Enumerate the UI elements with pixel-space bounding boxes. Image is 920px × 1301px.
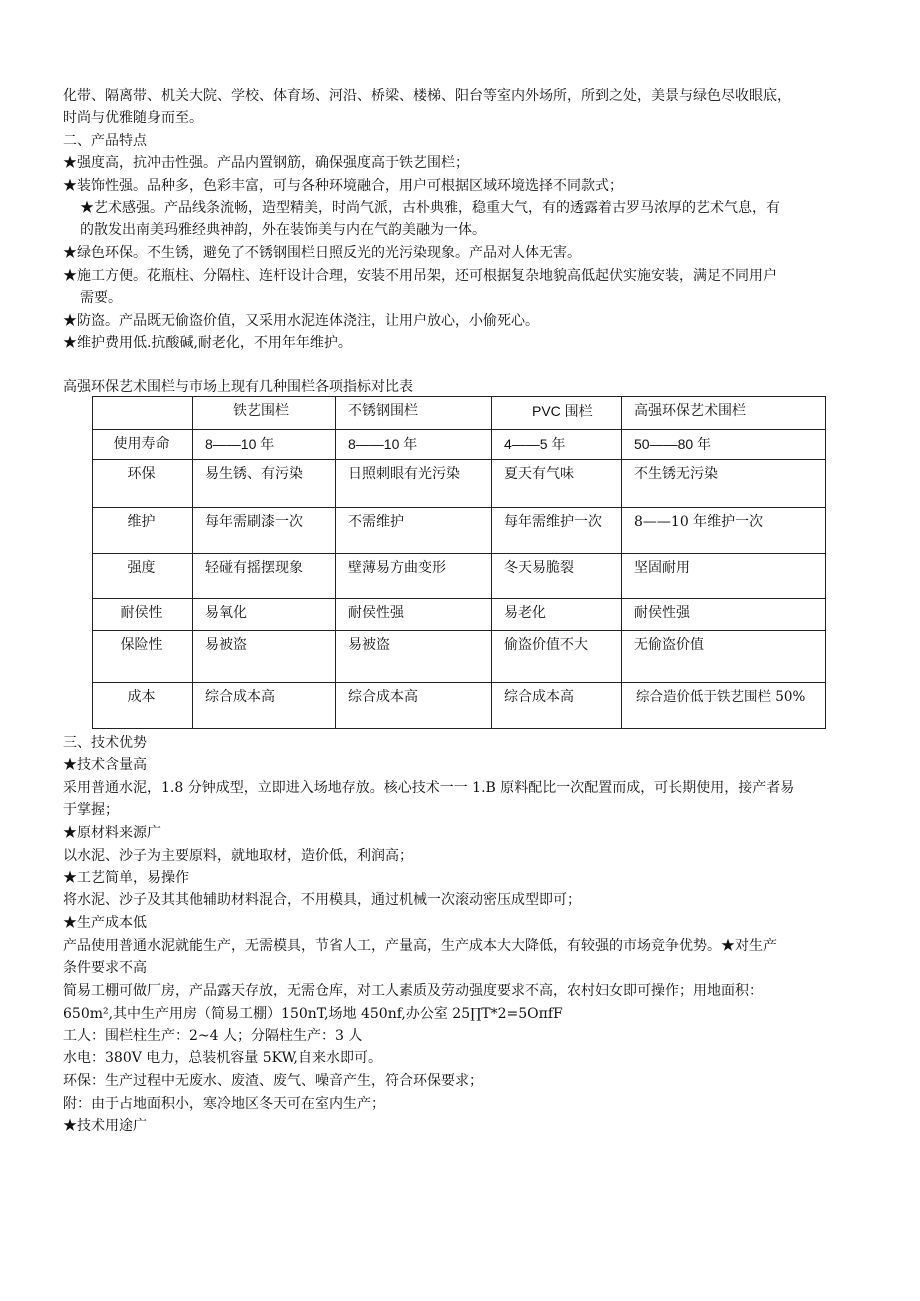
advantage-line: 附：由于占地面积小，寒冷地区冬天可在室内生产；: [63, 1096, 385, 1112]
table-cell: 综合成本高: [492, 683, 622, 729]
feature-item-continuation: 的散发出南美玛雅经典神韵，外在装饰美与内在气韵美融为一体。: [80, 222, 486, 238]
table-row: [93, 460, 826, 508]
feature-item: ★防盗。产品既无偷盗价值，又采用水泥连体浇注，让用户放心，小偷死心。: [63, 313, 539, 329]
table-cell: 综合成本高: [336, 683, 492, 729]
table-cell: 易氧化: [193, 599, 336, 631]
feature-item: ★强度高，抗冲击性强。产品内置钢筋，确保强度高于铁艺围栏；: [63, 155, 469, 171]
header-cell: 铁艺围栏: [193, 397, 336, 430]
intro-line-1: 化带、隔离带、机关大院、学校、体育场、河沿、桥梁、楼梯、阳台等室内外场所，所到之处，美景与绿色尽收眼底，: [63, 88, 791, 104]
table-row: [93, 430, 826, 460]
advantage-line: ★技术用途广: [63, 1118, 147, 1134]
intro-line-2: 时尚与优雅随身而至。: [63, 110, 203, 126]
feature-item: ★绿色环保。不生锈，避免了不锈钢围栏日照反光的光污染现象。产品对人体无害。: [63, 245, 581, 261]
features-heading: 二、产品特点: [63, 133, 147, 149]
header-cell: 不锈钢围栏: [336, 397, 492, 430]
table-row: [93, 508, 826, 554]
table-cell: 8——10 年维护一次: [622, 508, 826, 554]
table-cell: 4——5 年: [492, 430, 622, 460]
table-cell: 夏天有气味: [492, 460, 622, 508]
row-label: 维护: [93, 508, 193, 554]
row-label: 环保: [93, 460, 193, 508]
feature-item: ★装饰性强。品种多，色彩丰富，可与各种环境融合，用户可根据区域环境选择不同款式；: [63, 178, 623, 194]
advantage-line: ★生产成本低: [63, 915, 147, 931]
feature-item: ★施工方便。花瓶柱、分隔柱、连杆设计合理，安装不用吊架，还可根据复杂地貌高低起伏实施安装，满足不同用户: [63, 268, 777, 284]
table-row: [93, 554, 826, 599]
advantage-line: ★技术含量高: [63, 757, 147, 773]
table-cell: 壁薄易方曲变形: [336, 554, 492, 599]
table-row: [93, 631, 826, 683]
header-cell: [93, 397, 193, 430]
table-cell: 无偷盗价值: [622, 631, 826, 683]
table-cell: 耐侯性强: [622, 599, 826, 631]
feature-item: ★艺术感强。产品线条流畅，造型精美，时尚气派，古朴典雅，稳重大气，有的透露着古罗马浓厚的艺术气息，有: [80, 200, 780, 216]
comparison-table: [92, 396, 826, 729]
table-cell: 易被盗: [193, 631, 336, 683]
table-cell: 50——80 年: [622, 430, 826, 460]
advantage-line: 简易工棚可做厂房，产品露天存放，无需仓库，对工人素质及劳动强度要求不高，农村妇女即可操作；用地面积：: [63, 983, 763, 999]
table-cell: 不生锈无污染: [622, 460, 826, 508]
table-cell: 易老化: [492, 599, 622, 631]
feature-item: ★维护费用低.抗酸碱,耐老化，不用年年维护。: [63, 335, 352, 351]
table-cell: 综合造价低于铁艺围栏 50%: [622, 683, 826, 729]
feature-item-continuation: 需要。: [80, 290, 122, 306]
table-cell: 综合成本高: [193, 683, 336, 729]
row-label: 耐侯性: [93, 599, 193, 631]
advantage-line: 水电：380V 电力，总装机容量 5KW,自来水即可。: [63, 1050, 382, 1066]
advantage-line: 于掌握；: [63, 802, 119, 818]
row-label: 成本: [93, 683, 193, 729]
table-header-row: [93, 397, 826, 430]
advantage-line: 产品使用普通水泥就能生产，无需模具，节省人工，产量高，生产成本大大降低，有较强的市场竞争优势。★对生产: [63, 938, 777, 954]
table-caption: 高强环保艺术围栏与市场上现有几种围栏各项指标对比表: [63, 379, 413, 395]
row-label: 使用寿命: [93, 430, 193, 460]
table-cell: 易生锈、有污染: [193, 460, 336, 508]
table-cell: 轻碰有摇摆现象: [193, 554, 336, 599]
advantage-line: 采用普通水泥，1.8 分钟成型，立即进入场地存放。核心技术一一 1.B 原料配比一次配置而成，可长期使用，接产者易: [63, 780, 795, 796]
table-cell: 偷盗价值不大: [492, 631, 622, 683]
table-cell: 8——10 年: [193, 430, 336, 460]
row-label: 保险性: [93, 631, 193, 683]
header-cell: 高强环保艺术围栏: [622, 397, 826, 430]
advantage-line: ★工艺简单，易操作: [63, 870, 189, 886]
table-cell: 每年需刷漆一次: [193, 508, 336, 554]
advantage-line: 将水泥、沙子及其其他辅助材料混合，不用模具，通过机械一次滚动密压成型即可；: [63, 892, 581, 908]
advantage-line: 工人：围栏柱生产：2~4 人；分隔柱生产：3 人: [63, 1028, 363, 1044]
table-cell: 坚固耐用: [622, 554, 826, 599]
table-row: [93, 683, 826, 729]
advantage-line: 以水泥、沙子为主要原料，就地取材，造价低，利润高；: [63, 848, 413, 864]
table-cell: 8——10 年: [336, 430, 492, 460]
advantage-line: 650m²,其中生产用房（简易工棚）150nT,场地 450nf,办公室 25∏T*2=5OπfF: [63, 1006, 563, 1022]
table-cell: 易被盗: [336, 631, 492, 683]
advantage-line: 条件要求不高: [63, 960, 147, 976]
row-label: 强度: [93, 554, 193, 599]
table-cell: 不需维护: [336, 508, 492, 554]
header-cell: PVC 围栏: [492, 397, 622, 430]
table-cell: 冬天易脆裂: [492, 554, 622, 599]
advantage-line: 环保：生产过程中无废水、废渣、废气、噪音产生，符合环保要求；: [63, 1073, 483, 1089]
table-cell: 日照刺眼有光污染: [336, 460, 492, 508]
advantage-line: ★原材料来源广: [63, 825, 161, 841]
table-cell: 耐侯性强: [336, 599, 492, 631]
advantages-heading: 三、技术优势: [63, 735, 147, 751]
table-cell: 每年需维护一次: [492, 508, 622, 554]
table-row: [93, 599, 826, 631]
